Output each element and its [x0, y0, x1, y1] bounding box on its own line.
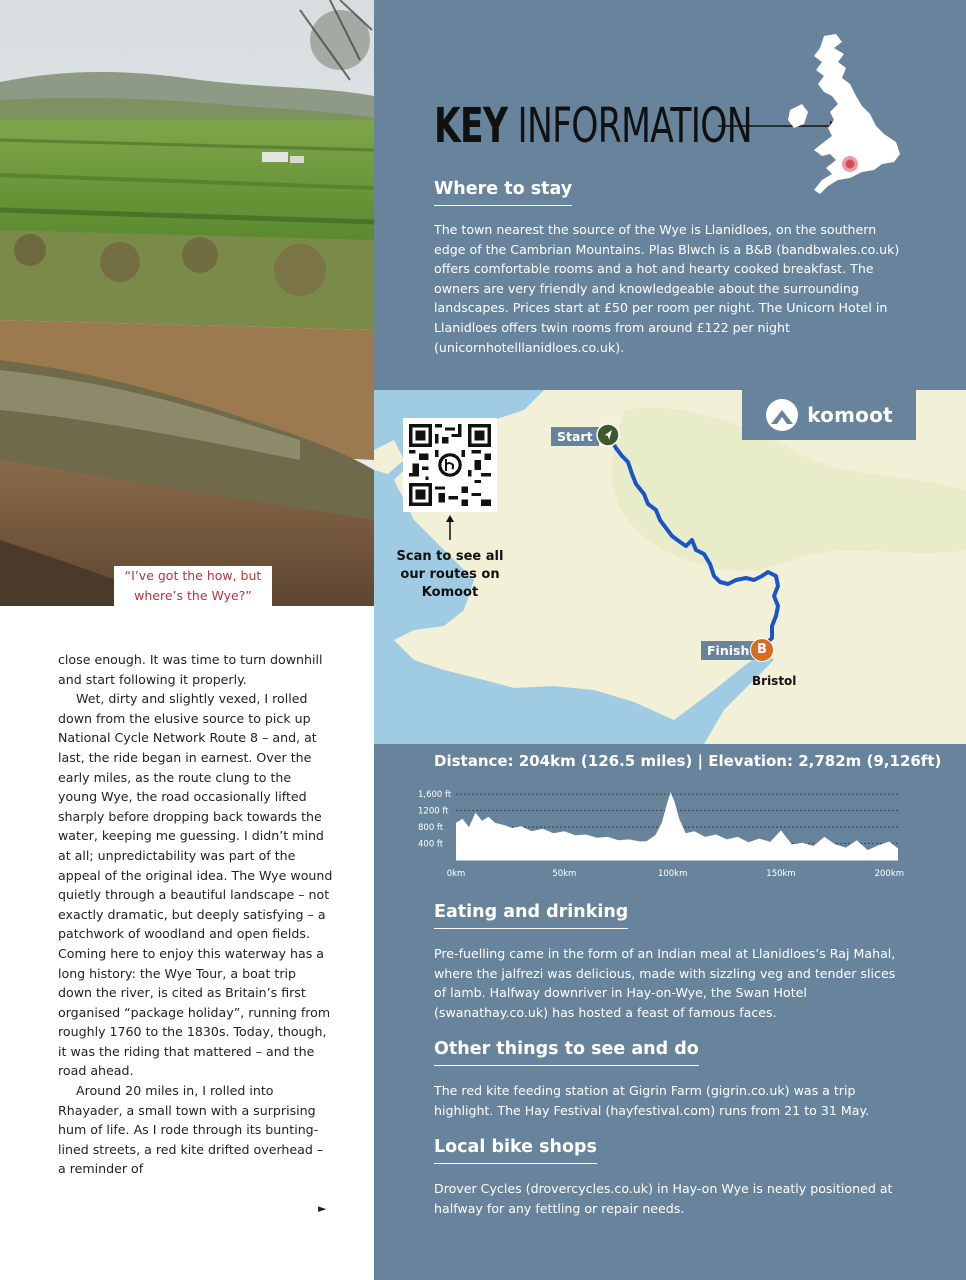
eating-drinking-text: Pre-fuelling came in the form of an Indian meal at Llanidloes’s Raj Mahal, where the jalfrezi was delicious, made with sizzling veg and tender slices of lamb. Halfway downriver in Hay-on-Wye, the Swan Hotel (swanathay.co.uk) has hosted a feast of famous faces. — [434, 946, 896, 1020]
continue-arrow-icon: ► — [318, 1202, 327, 1215]
title-key: KEY — [434, 98, 508, 154]
x-tick-labels — [447, 869, 904, 879]
where-to-stay-heading: Where to stay — [434, 177, 572, 206]
up-arrow-icon — [444, 514, 456, 540]
other-things-heading: Other things to see and do — [434, 1037, 699, 1066]
y-tick-label: 1200 ft — [418, 806, 449, 817]
x-tick-label: 200km — [874, 869, 905, 879]
where-to-stay-text: The town nearest the source of the Wye is Llanidloes, on the southern edge of the Cambrian Mountains. Plas Blwch is a B&B (bandbwales.co.uk) offers comfortable rooms and a hot and hearty cooked breakfast. The owners are very friendly and knowledgeable about the surrounding landscapes. Prices start at £50 per room per night. The Unicorn Hotel in Llanidloes offers twin rooms from around £122 per night (unicornhotelllanidloes.co.uk). — [434, 222, 900, 355]
distance-elevation-line: Distance: 204km (126.5 miles) | Elevation: 2,782m (9,126ft) — [434, 752, 942, 770]
title-information: INFORMATION — [517, 98, 752, 154]
y-tick-labels — [418, 790, 452, 849]
landscape-photo — [0, 0, 374, 606]
x-tick-label: 0km — [446, 869, 466, 879]
komoot-qr-code[interactable] — [403, 418, 497, 512]
bristol-label: Bristol — [752, 674, 797, 688]
komoot-logo[interactable] — [742, 390, 916, 440]
komoot-mountain-icon — [765, 398, 799, 432]
finish-marker-letter: B — [757, 642, 767, 657]
body-paragraph: Wet, dirty and slightly vexed, I rolled down from the elusive source to pick up National Cycle Network Route 8 – and, at last, the ride began in earnest. Over the early miles, as the route clung to the young Wye, the road occasionally lifted sharply before dropping back towards the water, keeping me guessing. I didn’t mind at all; unpredictability was part of the appeal of the original idea. The Wye wound quietly through a beautiful landscape – not exactly dramatic, but deeply satisfying – a patchwork of woodland and open fields. Coming here to enjoy this waterway has a long history: the Wye Tour, a boat trip down the river, is cited as Britain’s first organised “package holiday”, running from roughly 1760 to the 1830s. Today, though, it was the riding that mattered – and the road ahead. — [58, 691, 333, 1079]
y-tick-label: 1,600 ft — [418, 790, 452, 801]
x-tick-label: 100km — [657, 869, 688, 879]
y-tick-label: 400 ft — [418, 839, 444, 850]
article-body — [58, 650, 334, 1179]
body-paragraph: close enough. It was time to turn downhill and start following it properly. — [58, 652, 323, 687]
finish-label: Finish — [701, 641, 755, 660]
photo-caption: “I’ve got the how, but where’s the Wye?” — [114, 566, 272, 606]
bike-shops-heading: Local bike shops — [434, 1135, 597, 1164]
x-tick-label: 50km — [552, 869, 577, 879]
panel-title — [434, 96, 752, 156]
x-tick-label: 150km — [766, 869, 796, 879]
start-label: Start — [551, 427, 599, 446]
finish-pin-icon — [750, 638, 774, 662]
body-paragraph: Around 20 miles in, I rolled into Rhayader, a small town with a surprising hum of life. As I rode through its bunting-lined streets, a red kite drifted overhead – a reminder of — [58, 1083, 324, 1177]
uk-map-icon — [784, 32, 904, 200]
start-pin-icon — [596, 423, 620, 447]
komoot-brand-name: komoot — [807, 403, 893, 427]
bike-shops-text: Drover Cycles (drovercycles.co.uk) in Hay-on Wye is neatly positioned at halfway for any fettling or repair needs. — [434, 1181, 893, 1216]
elevation-chart — [414, 786, 914, 886]
eating-drinking-heading: Eating and drinking — [434, 900, 628, 929]
elevation-profile-area — [456, 792, 898, 860]
scan-instruction: Scan to see all our routes on Komoot — [396, 549, 504, 600]
y-tick-label: 800 ft — [418, 823, 444, 834]
other-things-text: The red kite feeding station at Gigrin Farm (gigrin.co.uk) was a trip highlight. The Hay Festival (hayfestival.com) runs from 21 to 31 May. — [434, 1083, 870, 1118]
